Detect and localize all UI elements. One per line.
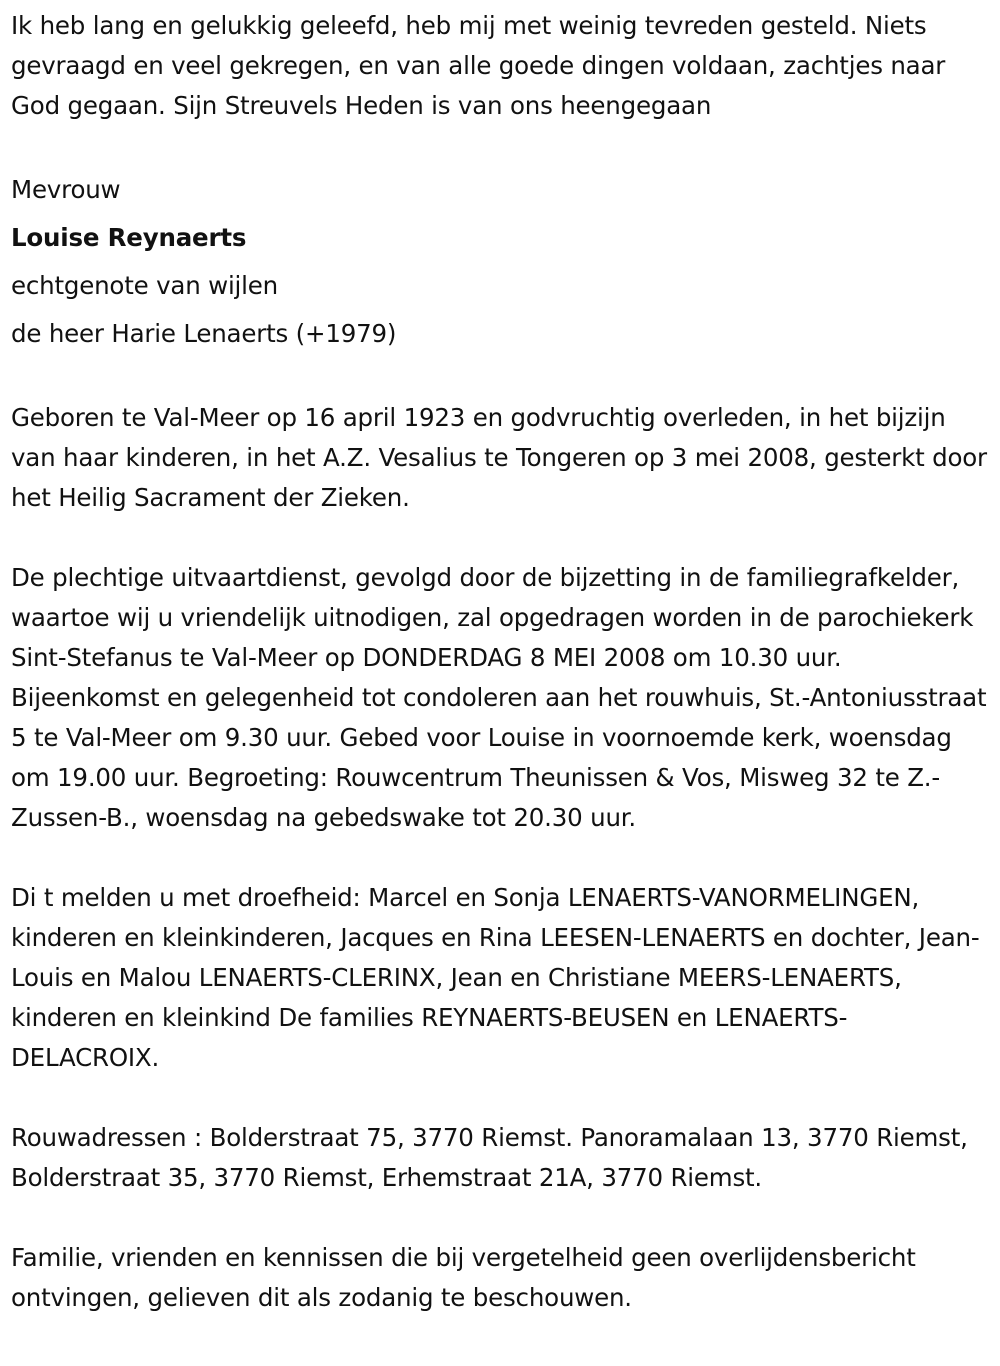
deceased-name: Louise Reynaerts [11,223,247,252]
spacer [11,358,991,398]
addresses-paragraph: Rouwadressen : Bolderstraat 75, 3770 Riemst. Panoramalaan 13, 3770 Riemst, Bolderstraat 35, 3770 Riemst, Erhemstraat 21A, 3770 Riemst. [11,1123,968,1192]
spacer [11,518,991,558]
spacer [11,838,991,878]
poem-paragraph: Ik heb lang en gelukkig geleefd, heb mij met weinig tevreden gesteld. Niets gevraagd en veel gekregen, en van alle goede dingen voldaan, zachtjes naar God gegaan. Sijn Streuvels Heden is van ons heengegaan [11,11,946,120]
spacer [11,1078,991,1118]
title-line: Mevrouw [11,175,121,204]
spouse-line: de heer Harie Lenaerts (+1979) [11,319,397,348]
announcement-paragraph: Di t melden u met droefheid: Marcel en Sonja LENAERTS-VANORMELINGEN, kinderen en kleinkinderen, Jacques en Rina LEESEN-LENAERTS en dochter, Jean-Louis en Malou LENAERTS-CLERINX, Jean en Christiane MEERS-LENAERTS, kinderen en kleinkind De families REYNAERTS-BEUSEN en LENAERTS-DELACROIX. [11,883,980,1072]
spacer [11,126,991,166]
spacer [11,1198,991,1238]
obituary-document [11,6,991,1318]
closing-paragraph: Familie, vrienden en kennissen die bij vergetelheid geen overlijdensbericht ontvingen, gelieven dit als zodanig te beschouwen. [11,1243,916,1312]
birth-death-paragraph: Geboren te Val-Meer op 16 april 1923 en godvruchtig overleden, in het bijzijn van haar kinderen, in het A.Z. Vesalius te Tongeren op 3 mei 2008, gesterkt door het Heilig Sacrament der Zieken. [11,403,987,512]
relation-line: echtgenote van wijlen [11,271,278,300]
funeral-paragraph: De plechtige uitvaartdienst, gevolgd door de bijzetting in de familiegrafkelder, waartoe wij u vriendelijk uitnodigen, zal opgedragen worden in de parochiekerk Sint-Stefanus te Val-Meer op DONDERDAG 8 MEI 2008 om 10.30 uur. Bijeenkomst en gelegenheid tot condoleren aan het rouwhuis, St.-Antoniusstraat 5 te Val-Meer om 9.30 uur. Gebed voor Louise in voornoemde kerk, woensdag om 19.00 uur. Begroeting: Rouwcentrum Theunissen & Vos, Misweg 32 te Z.-Zussen-B., woensdag na gebedswake tot 20.30 uur. [11,563,987,832]
